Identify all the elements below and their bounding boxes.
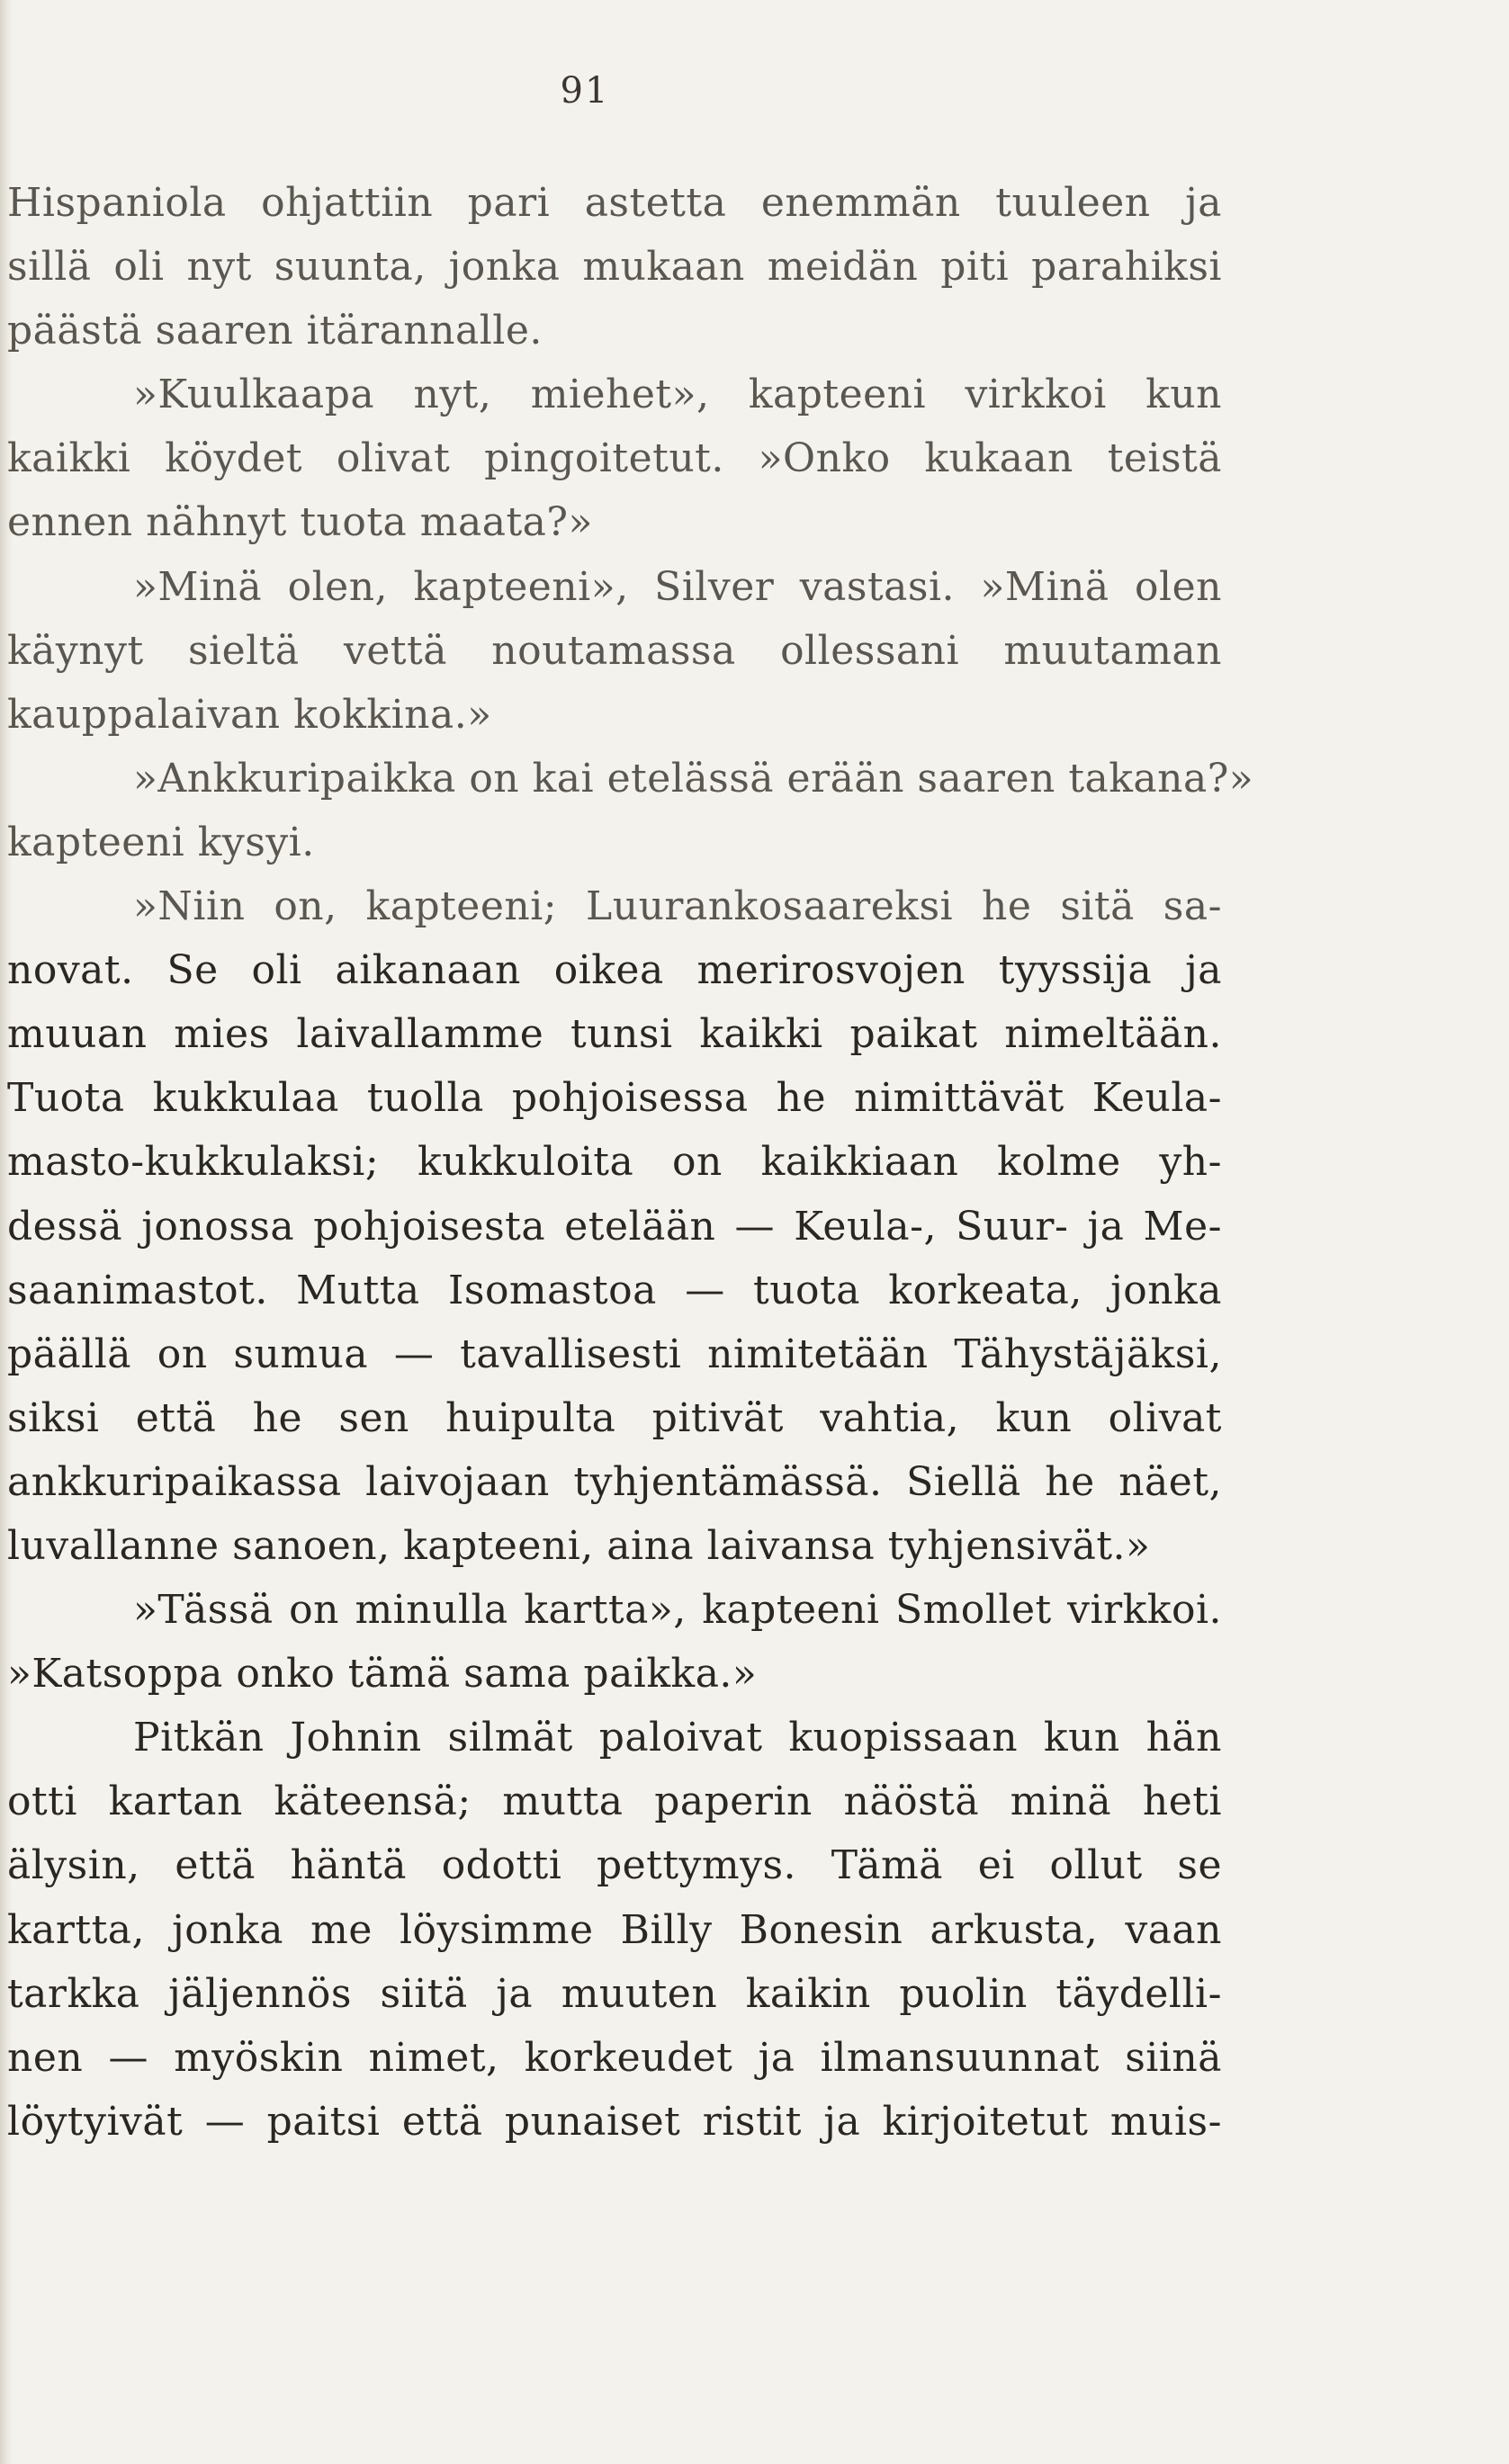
text-line: »Ankkuripaikka on kai etelässä erään saaren takana?» (133, 755, 1254, 802)
text-line: nen — myöskin nimet, korkeudet ja ilmansuunnat siinä (7, 2034, 1222, 2081)
text-line: saanimastot. Mutta Isomastoa — tuota korkeata, jonka (7, 1267, 1222, 1313)
text-line: Hispaniola ohjattiin pari astetta enemmän tuuleen ja (7, 180, 1222, 226)
text-line: muuan mies laivallamme tunsi kaikki paikat nimeltään. (7, 1011, 1222, 1058)
text-line: »Niin on, kapteeni; Luurankosaareksi he sitä sa- (133, 883, 1222, 930)
text-line: kartta, jonka me löysimme Billy Bonesin arkusta, vaan (7, 1906, 1222, 1953)
text-line: siksi että he sen huipulta pitivät vahtia, kun olivat (7, 1394, 1222, 1441)
text-line: kaikki köydet olivat pingoitetut. »Onko kukaan teistä (7, 435, 1222, 482)
text-line: sillä oli nyt suunta, jonka mukaan meidän piti parahiksi (7, 244, 1222, 291)
text-line: Tuota kukkulaa tuolla pohjoisessa he nimittävät Keula- (7, 1075, 1222, 1122)
text-line: novat. Se oli aikanaan oikea merirosvojen tyyssija ja (7, 947, 1222, 994)
text-line: löytyivät — paitsi että punaiset ristit ja kirjoitetut muis- (7, 2098, 1222, 2145)
text-line: tarkka jäljennös siitä ja muuten kaikin puolin täydelli- (7, 1970, 1222, 2017)
text-line: Pitkän Johnin silmät paloivat kuopissaan kun hän (133, 1715, 1222, 1761)
text-line: »Kuulkaapa nyt, miehet», kapteeni virkkoi kun (133, 372, 1222, 418)
text-line: »Minä olen, kapteeni», Silver vastasi. »Minä olen (133, 563, 1222, 610)
text-line: masto-kukkulaksi; kukkuloita on kaikkiaan kolme yh- (7, 1139, 1222, 1186)
text-line: otti kartan käteensä; mutta paperin näöstä minä heti (7, 1779, 1222, 1825)
page-number: 91 (560, 70, 610, 112)
text-line: käynyt sieltä vettä noutamassa ollessani muutaman (7, 627, 1222, 674)
text-line: luvallanne sanoen, kapteeni, aina laivansa tyhjensivät.» (7, 1522, 1151, 1569)
text-line: ankkuripaikassa laivojaan tyhjentämässä. Siellä he näet, (7, 1458, 1222, 1505)
text-line: kauppalaivan kokkina.» (7, 691, 492, 738)
text-line: »Katsoppa onko tämä sama paikka.» (7, 1651, 758, 1698)
text-line: päästä saaren itärannalle. (7, 308, 543, 354)
text-line: dessä jonossa pohjoisesta etelään — Keula-, Suur- ja Me- (7, 1203, 1222, 1250)
text-line: ennen nähnyt tuota maata?» (7, 499, 593, 546)
text-line: päällä on sumua — tavallisesti nimitetään Tähystäjäksi, (7, 1331, 1222, 1377)
text-line: »Tässä on minulla kartta», kapteeni Smollet virkkoi. (133, 1587, 1222, 1634)
body-text (7, 171, 1254, 2154)
text-line: älysin, että häntä odotti pettymys. Tämä ei ollut se (7, 1842, 1222, 1889)
text-line: kapteeni kysyi. (7, 819, 315, 865)
